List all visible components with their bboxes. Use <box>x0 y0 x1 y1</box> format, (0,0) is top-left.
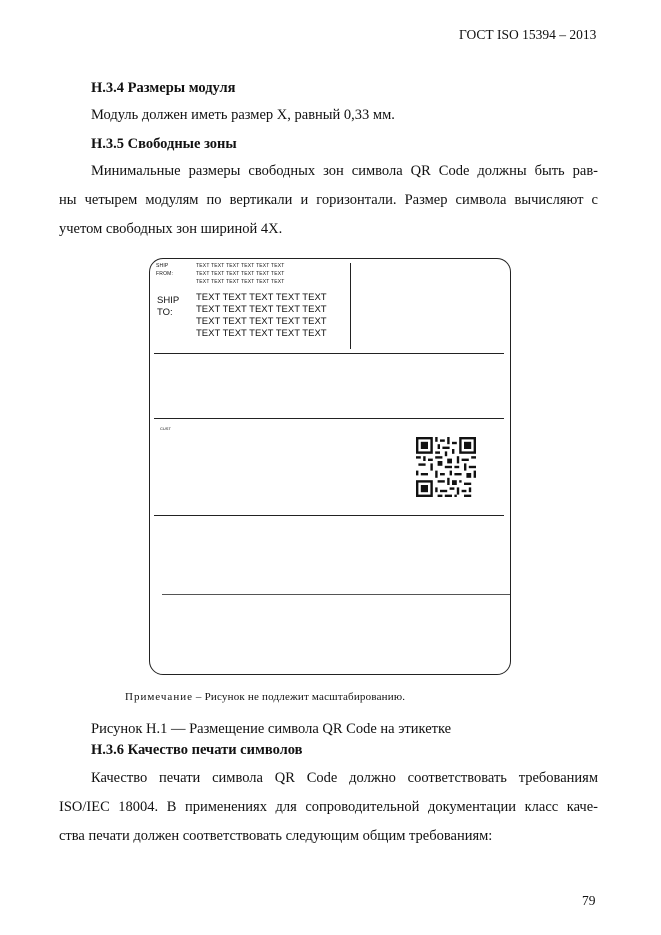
section-h34-title: H.3.4 Размеры модуля <box>91 80 236 96</box>
ship-to-address: TEXT TEXT TEXT TEXT TEXT TEXT TEXT TEXT TEXT TEXT TEXT TEXT TEXT TEXT TEXT TEXT TEXT TEXT TEXT TEXT <box>196 292 327 339</box>
cust-tag: CUST <box>160 426 171 431</box>
section-h36-title: H.3.6 Качество печати символов <box>91 742 303 758</box>
ship-from-address: TEXT TEXT TEXT TEXT TEXT TEXT TEXT TEXT TEXT TEXT TEXT TEXT TEXT TEXT TEXT TEXT TEXT TEXT <box>196 263 285 285</box>
label-divider-2 <box>154 418 504 419</box>
shipping-label-figure <box>149 258 511 675</box>
section-h36-line2: ISO/IEC 18004. В применениях для сопроводительной документации класс каче- <box>59 799 598 815</box>
figure-note: Примечание – Рисунок не подлежит масштабированию. <box>125 691 406 703</box>
section-h36-line1: Качество печати символа QR Code должно соответствовать требованиям <box>91 770 598 786</box>
label-vertical-divider <box>350 263 351 349</box>
label-divider-3 <box>154 515 504 516</box>
label-divider-1 <box>154 353 504 354</box>
section-h35-line2: ны четырем модулям по вертикали и горизонтали. Размер символа вычисляют с <box>59 192 598 208</box>
document-header: ГОСТ ISO 15394 – 2013 <box>459 27 597 42</box>
qr-code-icon <box>416 437 476 497</box>
label-divider-4 <box>162 594 510 595</box>
page-number: 79 <box>582 893 596 908</box>
section-h35-line3: учетом свободных зон шириной 4X. <box>59 221 283 237</box>
section-h36-line3: ства печати должен соответствовать следующим общим требованиям: <box>59 828 493 844</box>
section-h35-title: H.3.5 Свободные зоны <box>91 136 237 152</box>
section-h34-text: Модуль должен иметь размер X, равный 0,33 мм. <box>91 107 395 123</box>
figure-caption: Рисунок H.1 — Размещение символа QR Code на этикетке <box>91 721 452 737</box>
ship-to-label: SHIP TO: <box>157 295 180 318</box>
section-h35-line1: Минимальные размеры свободных зон символа QR Code должны быть рав- <box>91 163 598 179</box>
ship-from-label: SHIP FROM: <box>156 263 174 277</box>
